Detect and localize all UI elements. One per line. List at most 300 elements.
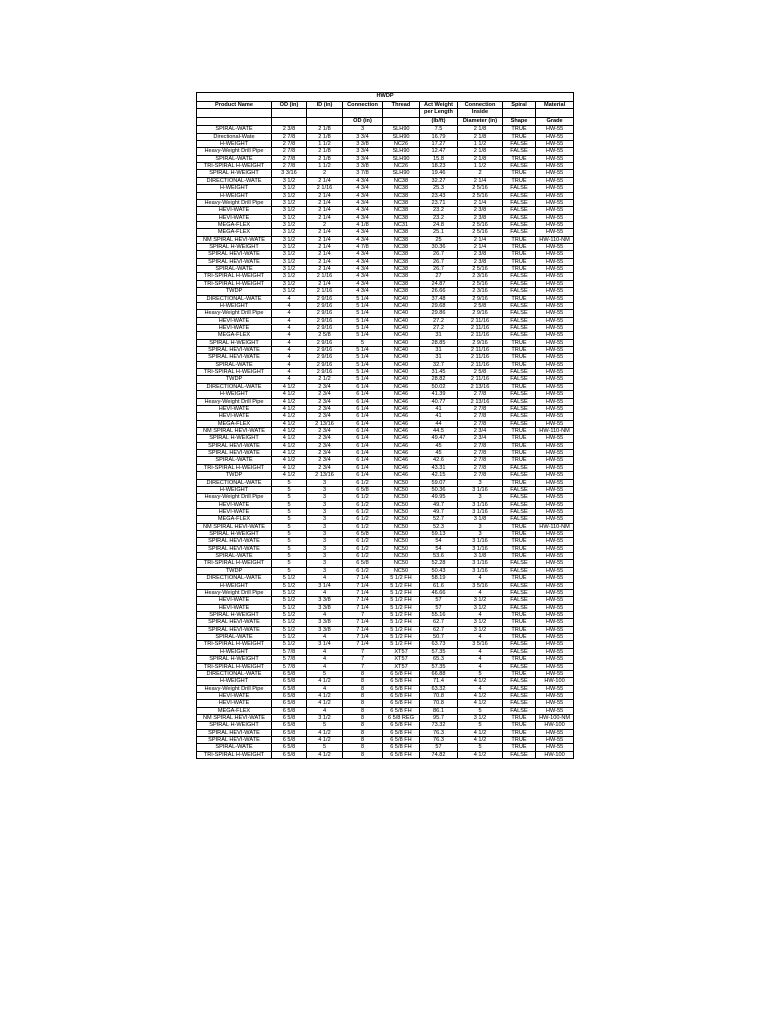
spiral-shape-cell: FALSE	[503, 310, 536, 317]
table-row	[197, 310, 574, 317]
connection-inside-cell: 2 1/8	[458, 133, 503, 140]
table-row	[197, 302, 574, 309]
id-cell: 4	[307, 663, 343, 670]
material-grade-cell: HW-55	[536, 280, 574, 287]
spiral-shape-cell: FALSE	[503, 413, 536, 420]
connection-od-cell: 7 1/4	[343, 619, 383, 626]
connection-od-cell: 6 1/2	[343, 479, 383, 486]
spiral-shape-cell: FALSE	[503, 516, 536, 523]
thread-cell: 5 1/2 FH	[383, 634, 420, 641]
connection-od-cell: 7 1/4	[343, 604, 383, 611]
connection-inside-cell: 4	[458, 648, 503, 655]
act-weight-cell: 26.7	[420, 251, 458, 258]
connection-od-cell: 6 1/4	[343, 428, 383, 435]
id-cell: 4	[307, 589, 343, 596]
act-weight-cell: 50.7	[420, 634, 458, 641]
connection-inside-cell: 2 11/16	[458, 376, 503, 383]
connection-od-cell: 8	[343, 715, 383, 722]
product-name-cell: HEVI-WATE	[197, 692, 272, 699]
act-weight-cell: 55.16	[420, 611, 458, 618]
thread-cell: NC50	[383, 479, 420, 486]
material-grade-cell: HW-55	[536, 663, 574, 670]
table-body	[197, 126, 574, 759]
connection-inside-cell: 5	[458, 670, 503, 677]
od-cell: 3 1/2	[272, 288, 307, 295]
id-cell: 2 1/16	[307, 185, 343, 192]
spiral-shape-cell: TRUE	[503, 744, 536, 751]
material-grade-cell: HW-55	[536, 310, 574, 317]
act-weight-cell: 57	[420, 597, 458, 604]
product-name-cell: Directional-Wate	[197, 133, 272, 140]
thread-cell: NC40	[383, 376, 420, 383]
connection-od-cell: 7 1/4	[343, 626, 383, 633]
connection-inside-cell: 3 1/16	[458, 545, 503, 552]
spiral-shape-cell: FALSE	[503, 140, 536, 147]
connection-inside-cell: 2 3/8	[458, 258, 503, 265]
id-cell: 2 1/4	[307, 199, 343, 206]
connection-od-cell: 4 3/4	[343, 185, 383, 192]
id-cell: 2 3/4	[307, 413, 343, 420]
thread-cell: NC50	[383, 538, 420, 545]
od-cell: 6 5/8	[272, 722, 307, 729]
material-grade-cell: HW-55	[536, 457, 574, 464]
spiral-shape-cell: TRUE	[503, 670, 536, 677]
material-grade-cell: HW-55	[536, 347, 574, 354]
act-weight-cell: 42.6	[420, 457, 458, 464]
od-cell: 5	[272, 531, 307, 538]
connection-od-cell: 4 7/8	[343, 244, 383, 251]
spiral-shape-cell: TRUE	[503, 339, 536, 346]
connection-inside-cell: 3 1/2	[458, 604, 503, 611]
connection-od-cell: 7	[343, 663, 383, 670]
spiral-shape-cell: FALSE	[503, 582, 536, 589]
od-cell: 4	[272, 310, 307, 317]
spiral-shape-cell: FALSE	[503, 604, 536, 611]
connection-od-cell: 5 1/4	[343, 376, 383, 383]
product-name-cell: DIRECTIONAL-WATE	[197, 670, 272, 677]
od-cell: 5	[272, 479, 307, 486]
connection-od-cell: 5 1/4	[343, 310, 383, 317]
material-grade-cell: HW-55	[536, 634, 574, 641]
material-grade-cell: HW-110-NM	[536, 236, 574, 243]
connection-inside-cell: 2 5/16	[458, 221, 503, 228]
spiral-shape-cell: TRUE	[503, 177, 536, 184]
col-subheader-grade: Grade	[536, 117, 574, 126]
table-row	[197, 700, 574, 707]
act-weight-cell: 31	[420, 347, 458, 354]
id-cell: 2 1/2	[307, 376, 343, 383]
connection-od-cell: 7	[343, 611, 383, 618]
table-row	[197, 545, 574, 552]
material-grade-cell: HW-55	[536, 295, 574, 302]
connection-od-cell: 6 1/2	[343, 501, 383, 508]
material-grade-cell: HW-55	[536, 398, 574, 405]
id-cell: 3 1/4	[307, 641, 343, 648]
connection-od-cell: 4 3/4	[343, 192, 383, 199]
act-weight-cell: 57	[420, 744, 458, 751]
thread-cell: NC46	[383, 442, 420, 449]
material-grade-cell: HW-55	[536, 545, 574, 552]
connection-inside-cell: 2 11/16	[458, 354, 503, 361]
id-cell: 2 1/4	[307, 229, 343, 236]
product-name-cell: TWDP	[197, 472, 272, 479]
connection-od-cell: 6 5/8	[343, 531, 383, 538]
od-cell: 4	[272, 376, 307, 383]
spiral-shape-cell: TRUE	[503, 479, 536, 486]
spiral-shape-cell: TRUE	[503, 457, 536, 464]
connection-od-cell: 6 1/4	[343, 435, 383, 442]
col-subheader	[197, 117, 272, 126]
thread-cell: NC38	[383, 251, 420, 258]
connection-od-cell: 5 1/4	[343, 324, 383, 331]
act-weight-cell: 31	[420, 332, 458, 339]
od-cell: 3 1/2	[272, 273, 307, 280]
connection-od-cell: 6 1/4	[343, 472, 383, 479]
connection-od-cell: 5 1/4	[343, 332, 383, 339]
id-cell: 2 1/4	[307, 258, 343, 265]
id-cell: 2 1/4	[307, 244, 343, 251]
od-cell: 5 1/2	[272, 626, 307, 633]
connection-inside-cell: 3 1/16	[458, 486, 503, 493]
table-row	[197, 236, 574, 243]
act-weight-cell: 73.32	[420, 722, 458, 729]
act-weight-cell: 27.2	[420, 317, 458, 324]
connection-od-cell: 8	[343, 751, 383, 758]
od-cell: 5	[272, 486, 307, 493]
act-weight-cell: 28.85	[420, 339, 458, 346]
connection-inside-cell: 4	[458, 634, 503, 641]
material-grade-cell: HW-55	[536, 163, 574, 170]
act-weight-cell: 26.7	[420, 258, 458, 265]
id-cell: 1 1/2	[307, 163, 343, 170]
spiral-shape-cell: FALSE	[503, 398, 536, 405]
table-row	[197, 715, 574, 722]
od-cell: 5 1/2	[272, 634, 307, 641]
act-weight-cell: 63.73	[420, 641, 458, 648]
id-cell: 2 3/4	[307, 442, 343, 449]
id-cell: 3	[307, 486, 343, 493]
spiral-shape-cell: TRUE	[503, 538, 536, 545]
col-subheader	[343, 108, 383, 117]
product-name-cell: DIRECTIONAL-WATE	[197, 177, 272, 184]
product-name-cell: SPIRAL-WATE	[197, 744, 272, 751]
od-cell: 5	[272, 560, 307, 567]
od-cell: 3 1/2	[272, 185, 307, 192]
material-grade-cell: HW-55	[536, 692, 574, 699]
spiral-shape-cell: FALSE	[503, 641, 536, 648]
connection-inside-cell: 2 7/8	[458, 420, 503, 427]
od-cell: 5 1/2	[272, 641, 307, 648]
material-grade-cell: HW-55	[536, 494, 574, 501]
table-row	[197, 221, 574, 228]
act-weight-cell: 31	[420, 354, 458, 361]
connection-od-cell: 6 1/4	[343, 420, 383, 427]
table-row	[197, 295, 574, 302]
thread-cell: 5 1/2 FH	[383, 575, 420, 582]
material-grade-cell: HW-55	[536, 479, 574, 486]
spiral-shape-cell: FALSE	[503, 163, 536, 170]
table-row	[197, 634, 574, 641]
act-weight-cell: 44.5	[420, 428, 458, 435]
act-weight-cell: 57	[420, 604, 458, 611]
material-grade-cell: HW-55	[536, 244, 574, 251]
act-weight-cell: 30.36	[420, 244, 458, 251]
table-row	[197, 641, 574, 648]
connection-od-cell: 8	[343, 707, 383, 714]
thread-cell: NC26	[383, 163, 420, 170]
thread-cell: 6 5/8 FH	[383, 744, 420, 751]
connection-inside-cell: 2 1/4	[458, 244, 503, 251]
material-grade-cell: HW-55	[536, 361, 574, 368]
connection-od-cell: 8	[343, 700, 383, 707]
act-weight-cell: 23.2	[420, 214, 458, 221]
connection-od-cell: 6 1/4	[343, 450, 383, 457]
material-grade-cell: HW-55	[536, 332, 574, 339]
thread-cell: 6 5/8 FH	[383, 670, 420, 677]
connection-od-cell: 6 1/4	[343, 464, 383, 471]
material-grade-cell: HW-55	[536, 192, 574, 199]
connection-od-cell: 7 1/4	[343, 641, 383, 648]
material-grade-cell: HW-55	[536, 729, 574, 736]
connection-inside-cell: 2 7/8	[458, 391, 503, 398]
id-cell: 2 9/16	[307, 302, 343, 309]
id-cell: 3	[307, 494, 343, 501]
connection-od-cell: 3 7/8	[343, 170, 383, 177]
thread-cell: NC38	[383, 244, 420, 251]
connection-od-cell: 7	[343, 648, 383, 655]
connection-inside-cell: 2 3/16	[458, 288, 503, 295]
act-weight-cell: 70.8	[420, 692, 458, 699]
product-name-cell: H-WEIGHT	[197, 302, 272, 309]
act-weight-cell: 15.8	[420, 155, 458, 162]
od-cell: 4	[272, 295, 307, 302]
material-grade-cell: HW-55	[536, 597, 574, 604]
thread-cell: 5 1/2 FH	[383, 641, 420, 648]
thread-cell: 6 5/8 FH	[383, 692, 420, 699]
table-row	[197, 199, 574, 206]
material-grade-cell: HW-55	[536, 170, 574, 177]
spiral-shape-cell: FALSE	[503, 663, 536, 670]
table-row	[197, 648, 574, 655]
material-grade-cell: HW-55	[536, 405, 574, 412]
id-cell: 2 3/4	[307, 435, 343, 442]
material-grade-cell: HW-55	[536, 626, 574, 633]
col-header-product-name: Product Name	[197, 101, 272, 108]
od-cell: 5 1/2	[272, 589, 307, 596]
product-name-cell: NM SPIRAL HEVI-WATE	[197, 236, 272, 243]
product-name-cell: SPIRAL-WATE	[197, 126, 272, 133]
connection-od-cell: 4 3/4	[343, 229, 383, 236]
product-name-cell: TRI-SPIRAL H-WEIGHT	[197, 641, 272, 648]
product-name-cell: HEVI-WATE	[197, 700, 272, 707]
table-row	[197, 244, 574, 251]
act-weight-cell: 49.7	[420, 501, 458, 508]
id-cell: 4	[307, 634, 343, 641]
od-cell: 5 1/2	[272, 611, 307, 618]
connection-inside-cell: 2 1/4	[458, 199, 503, 206]
id-cell: 2 3/4	[307, 464, 343, 471]
connection-inside-cell: 2 3/4	[458, 428, 503, 435]
thread-cell: SLH90	[383, 155, 420, 162]
connection-inside-cell: 4	[458, 656, 503, 663]
connection-inside-cell: 2 1/8	[458, 148, 503, 155]
connection-od-cell: 4 3/4	[343, 214, 383, 221]
connection-od-cell: 5 1/4	[343, 317, 383, 324]
product-name-cell: Heavy-Weight Drill Pipe	[197, 589, 272, 596]
table-row	[197, 339, 574, 346]
id-cell: 2 9/16	[307, 369, 343, 376]
act-weight-cell: 19.46	[420, 170, 458, 177]
od-cell: 4	[272, 317, 307, 324]
connection-od-cell: 4 3/4	[343, 288, 383, 295]
product-name-cell: MEGA-FLEX	[197, 516, 272, 523]
connection-inside-cell: 3 1/16	[458, 501, 503, 508]
material-grade-cell: HW-110-NM	[536, 428, 574, 435]
product-name-cell: SPIRAL-WATE	[197, 361, 272, 368]
id-cell: 2 1/4	[307, 177, 343, 184]
thread-cell: NC46	[383, 472, 420, 479]
od-cell: 3 1/2	[272, 177, 307, 184]
act-weight-cell: 24.87	[420, 280, 458, 287]
od-cell: 4 1/2	[272, 435, 307, 442]
table-row	[197, 508, 574, 515]
connection-inside-cell: 2 7/8	[458, 442, 503, 449]
table-row	[197, 413, 574, 420]
spiral-shape-cell: TRUE	[503, 626, 536, 633]
id-cell: 2 3/4	[307, 428, 343, 435]
thread-cell: 5 1/2 FH	[383, 619, 420, 626]
table-row	[197, 457, 574, 464]
od-cell: 4	[272, 302, 307, 309]
connection-inside-cell: 4	[458, 685, 503, 692]
spiral-shape-cell: TRUE	[503, 383, 536, 390]
spiral-shape-cell: FALSE	[503, 678, 536, 685]
material-grade-cell: HW-55	[536, 450, 574, 457]
connection-inside-cell: 4 1/2	[458, 737, 503, 744]
spiral-shape-cell: FALSE	[503, 376, 536, 383]
product-name-cell: HEVI-WATE	[197, 508, 272, 515]
connection-inside-cell: 2 3/16	[458, 273, 503, 280]
id-cell: 4 1/2	[307, 678, 343, 685]
act-weight-cell: 28.82	[420, 376, 458, 383]
product-name-cell: HEVI-WATE	[197, 324, 272, 331]
connection-od-cell: 3 3/8	[343, 163, 383, 170]
material-grade-cell: HW-55	[536, 324, 574, 331]
act-weight-cell: 50.43	[420, 567, 458, 574]
table-row	[197, 442, 574, 449]
thread-cell: NC40	[383, 339, 420, 346]
connection-inside-cell: 2 7/8	[458, 405, 503, 412]
od-cell: 3 1/2	[272, 258, 307, 265]
product-name-cell: SPIRAL HEVI-WATE	[197, 626, 272, 633]
product-name-cell: SPIRAL HEVI-WATE	[197, 442, 272, 449]
col-header-od: OD (in)	[272, 101, 307, 108]
thread-cell: NC50	[383, 560, 420, 567]
od-cell: 3 1/2	[272, 221, 307, 228]
spiral-shape-cell: FALSE	[503, 192, 536, 199]
spiral-shape-cell: TRUE	[503, 347, 536, 354]
id-cell: 2 9/16	[307, 324, 343, 331]
product-name-cell: TRI-SPIRAL H-WEIGHT	[197, 560, 272, 567]
thread-cell: NC40	[383, 369, 420, 376]
id-cell: 2 9/16	[307, 361, 343, 368]
material-grade-cell: HW-100-NM	[536, 715, 574, 722]
id-cell: 4 1/2	[307, 751, 343, 758]
act-weight-cell: 25.3	[420, 185, 458, 192]
spiral-shape-cell: TRUE	[503, 450, 536, 457]
connection-od-cell: 3 3/4	[343, 155, 383, 162]
od-cell: 4	[272, 361, 307, 368]
material-grade-cell: HW-55	[536, 737, 574, 744]
connection-od-cell: 5	[343, 339, 383, 346]
table-row	[197, 479, 574, 486]
connection-inside-cell: 3 1/16	[458, 508, 503, 515]
act-weight-cell: 16.79	[420, 133, 458, 140]
col-subheader-diameter: Diameter (in)	[458, 117, 503, 126]
id-cell: 3 3/8	[307, 604, 343, 611]
spiral-shape-cell: TRUE	[503, 715, 536, 722]
connection-inside-cell: 2 9/16	[458, 310, 503, 317]
od-cell: 2 7/8	[272, 163, 307, 170]
spiral-shape-cell: TRUE	[503, 545, 536, 552]
spiral-shape-cell: TRUE	[503, 244, 536, 251]
connection-inside-cell: 4 1/2	[458, 692, 503, 699]
act-weight-cell: 54	[420, 545, 458, 552]
spiral-shape-cell: TRUE	[503, 531, 536, 538]
thread-cell: NC46	[383, 398, 420, 405]
table-row	[197, 163, 574, 170]
connection-inside-cell: 2 1/4	[458, 177, 503, 184]
connection-inside-cell: 4 1/2	[458, 751, 503, 758]
act-weight-cell: 57.35	[420, 663, 458, 670]
table-row	[197, 258, 574, 265]
od-cell: 6 5/8	[272, 729, 307, 736]
table-row	[197, 501, 574, 508]
spiral-shape-cell: FALSE	[503, 288, 536, 295]
material-grade-cell: HW-55	[536, 464, 574, 471]
product-name-cell: TRI-SPIRAL H-WEIGHT	[197, 273, 272, 280]
table-row	[197, 737, 574, 744]
connection-od-cell: 4 3/4	[343, 177, 383, 184]
spiral-shape-cell: FALSE	[503, 317, 536, 324]
table-row	[197, 560, 574, 567]
id-cell: 3	[307, 531, 343, 538]
product-name-cell: MEGA-FLEX	[197, 229, 272, 236]
product-name-cell: SPIRAL HEVI-WATE	[197, 619, 272, 626]
od-cell: 2 7/8	[272, 155, 307, 162]
id-cell: 2 1/16	[307, 273, 343, 280]
connection-inside-cell: 3 1/8	[458, 553, 503, 560]
spiral-shape-cell: TRUE	[503, 729, 536, 736]
act-weight-cell: 49.47	[420, 435, 458, 442]
product-name-cell: MEGA-FLEX	[197, 221, 272, 228]
od-cell: 4	[272, 347, 307, 354]
act-weight-cell: 44	[420, 420, 458, 427]
id-cell: 2 9/16	[307, 354, 343, 361]
spiral-shape-cell: FALSE	[503, 199, 536, 206]
connection-inside-cell: 4 1/2	[458, 678, 503, 685]
col-subheader	[383, 117, 420, 126]
table-row	[197, 656, 574, 663]
connection-od-cell: 4 3/4	[343, 236, 383, 243]
thread-cell: NC40	[383, 295, 420, 302]
table-row	[197, 575, 574, 582]
connection-od-cell: 6 1/4	[343, 442, 383, 449]
product-name-cell: H-WEIGHT	[197, 648, 272, 655]
material-grade-cell: HW-55	[536, 604, 574, 611]
thread-cell: NC40	[383, 302, 420, 309]
connection-od-cell: 6 1/2	[343, 523, 383, 530]
